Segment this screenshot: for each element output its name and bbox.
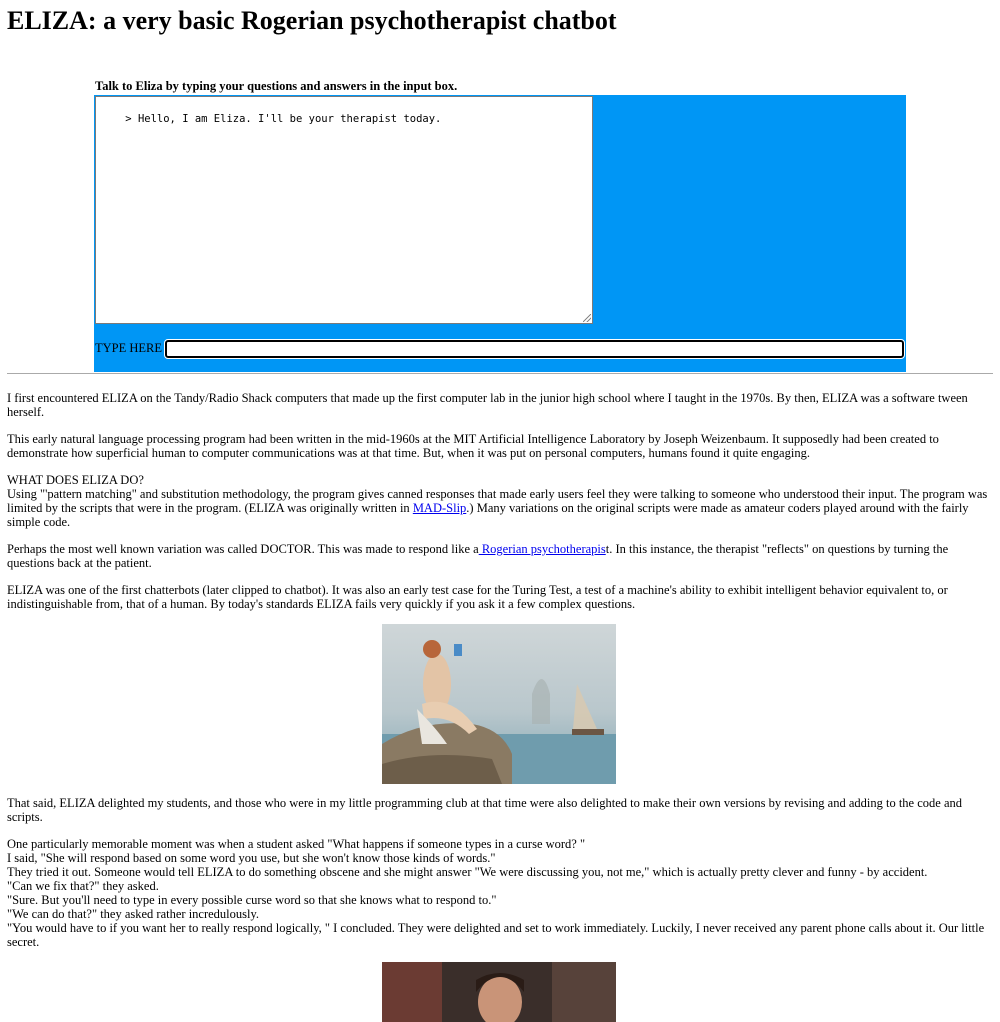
paragraph-story — [7, 837, 991, 949]
paragraph-chatterbot: ELIZA was one of the first chatterbots (later clipped to chatbot). It was also an early test case for the Turing Test, a test of a machine's ability to exhibit intelligent behavior equivalent to, or indistinguishable from, that of a human. By today's standards ELIZA fails very quickly if you ask it a few complex questions. — [7, 583, 948, 611]
text-segment: .) Many variations on the original scripts were made as amateur coders played around with the fairly simple code. — [7, 501, 969, 529]
story-line: They tried it out. Someone would tell ELIZA to do something obscene and she might answer "We were discussing you, not me," which is actually pretty clever and funny - by accident. — [7, 865, 928, 879]
chat-panel — [94, 95, 906, 372]
text-segment: Perhaps the most well known variation was called DOCTOR. This was made to respond like a — [7, 542, 479, 556]
story-line: "We can do that?" they asked rather incredulously. — [7, 907, 260, 921]
story-line: "You would have to if you want her to really respond logically, " I concluded. They were delighted and set to work immediately. Luckily, I never received any parent phone calls about it. Our little secret. — [7, 921, 985, 949]
rogerian-link[interactable]: Rogerian psychotherapis — [478, 542, 606, 556]
text-segment: Using "'pattern matching" and substitution methodology, the program gives canned responses that made early users feel they were talking to someone who understood their input. The program was limited by the scripts that were in the program. (ELIZA was originally written in — [7, 487, 988, 515]
section-heading: WHAT DOES ELIZA DO? — [7, 473, 144, 487]
story-line: I said, "She will respond based on some word you use, but she won't know those kinds of words." — [7, 851, 496, 865]
story-line: "Can we fix that?" they asked. — [7, 879, 159, 893]
paragraph-doctor — [7, 542, 991, 570]
siren-painting-image — [382, 624, 616, 784]
student-photo-image — [382, 962, 616, 1022]
type-here-label: TYPE HERE — [95, 341, 163, 355]
resize-grip-icon[interactable] — [583, 314, 591, 322]
paragraph-intro: I first encountered ELIZA on the Tandy/Radio Shack computers that made up the first computer lab in the junior high school where I taught in the 1970s. By then, ELIZA was a software tween herself. — [7, 391, 968, 419]
story-line: One particularly memorable moment was when a student asked "What happens if someone types in a curse word? " — [7, 837, 586, 851]
story-line: "Sure. But you'll need to type in every possible curse word so that she knows what to respond to." — [7, 893, 497, 907]
paragraph-history: This early natural language processing program had been written in the mid-1960s at the MIT Artificial Intelligence Laboratory by Joseph Weizenbaum. It supposedly had been created to demonstrate how superficial human to computer communications was at that time. But, when it was put on personal computers, humans found it quite engaging. — [7, 432, 939, 460]
chat-input[interactable] — [165, 340, 904, 358]
chat-log-textarea[interactable] — [95, 96, 593, 324]
text-segment: t. In this instance, the therapist "reflects" on questions by turning the questions back at the patient. — [7, 542, 949, 570]
paragraph-what-does — [7, 473, 991, 529]
chat-caption: Talk to Eliza by typing your questions and answers in the input box. — [95, 79, 458, 93]
mad-slip-link[interactable]: MAD-Slip — [412, 501, 467, 515]
chat-log-text: > Hello, I am Eliza. I'll be your therapist today. — [125, 113, 442, 125]
article — [7, 391, 991, 1022]
divider — [7, 373, 993, 374]
page-title: ELIZA: a very basic Rogerian psychotherapist chatbot — [7, 6, 617, 35]
paragraph-students: That said, ELIZA delighted my students, and those who were in my little programming club at that time were also delighted to make their own versions by revising and adding to the code and scripts. — [7, 796, 962, 824]
